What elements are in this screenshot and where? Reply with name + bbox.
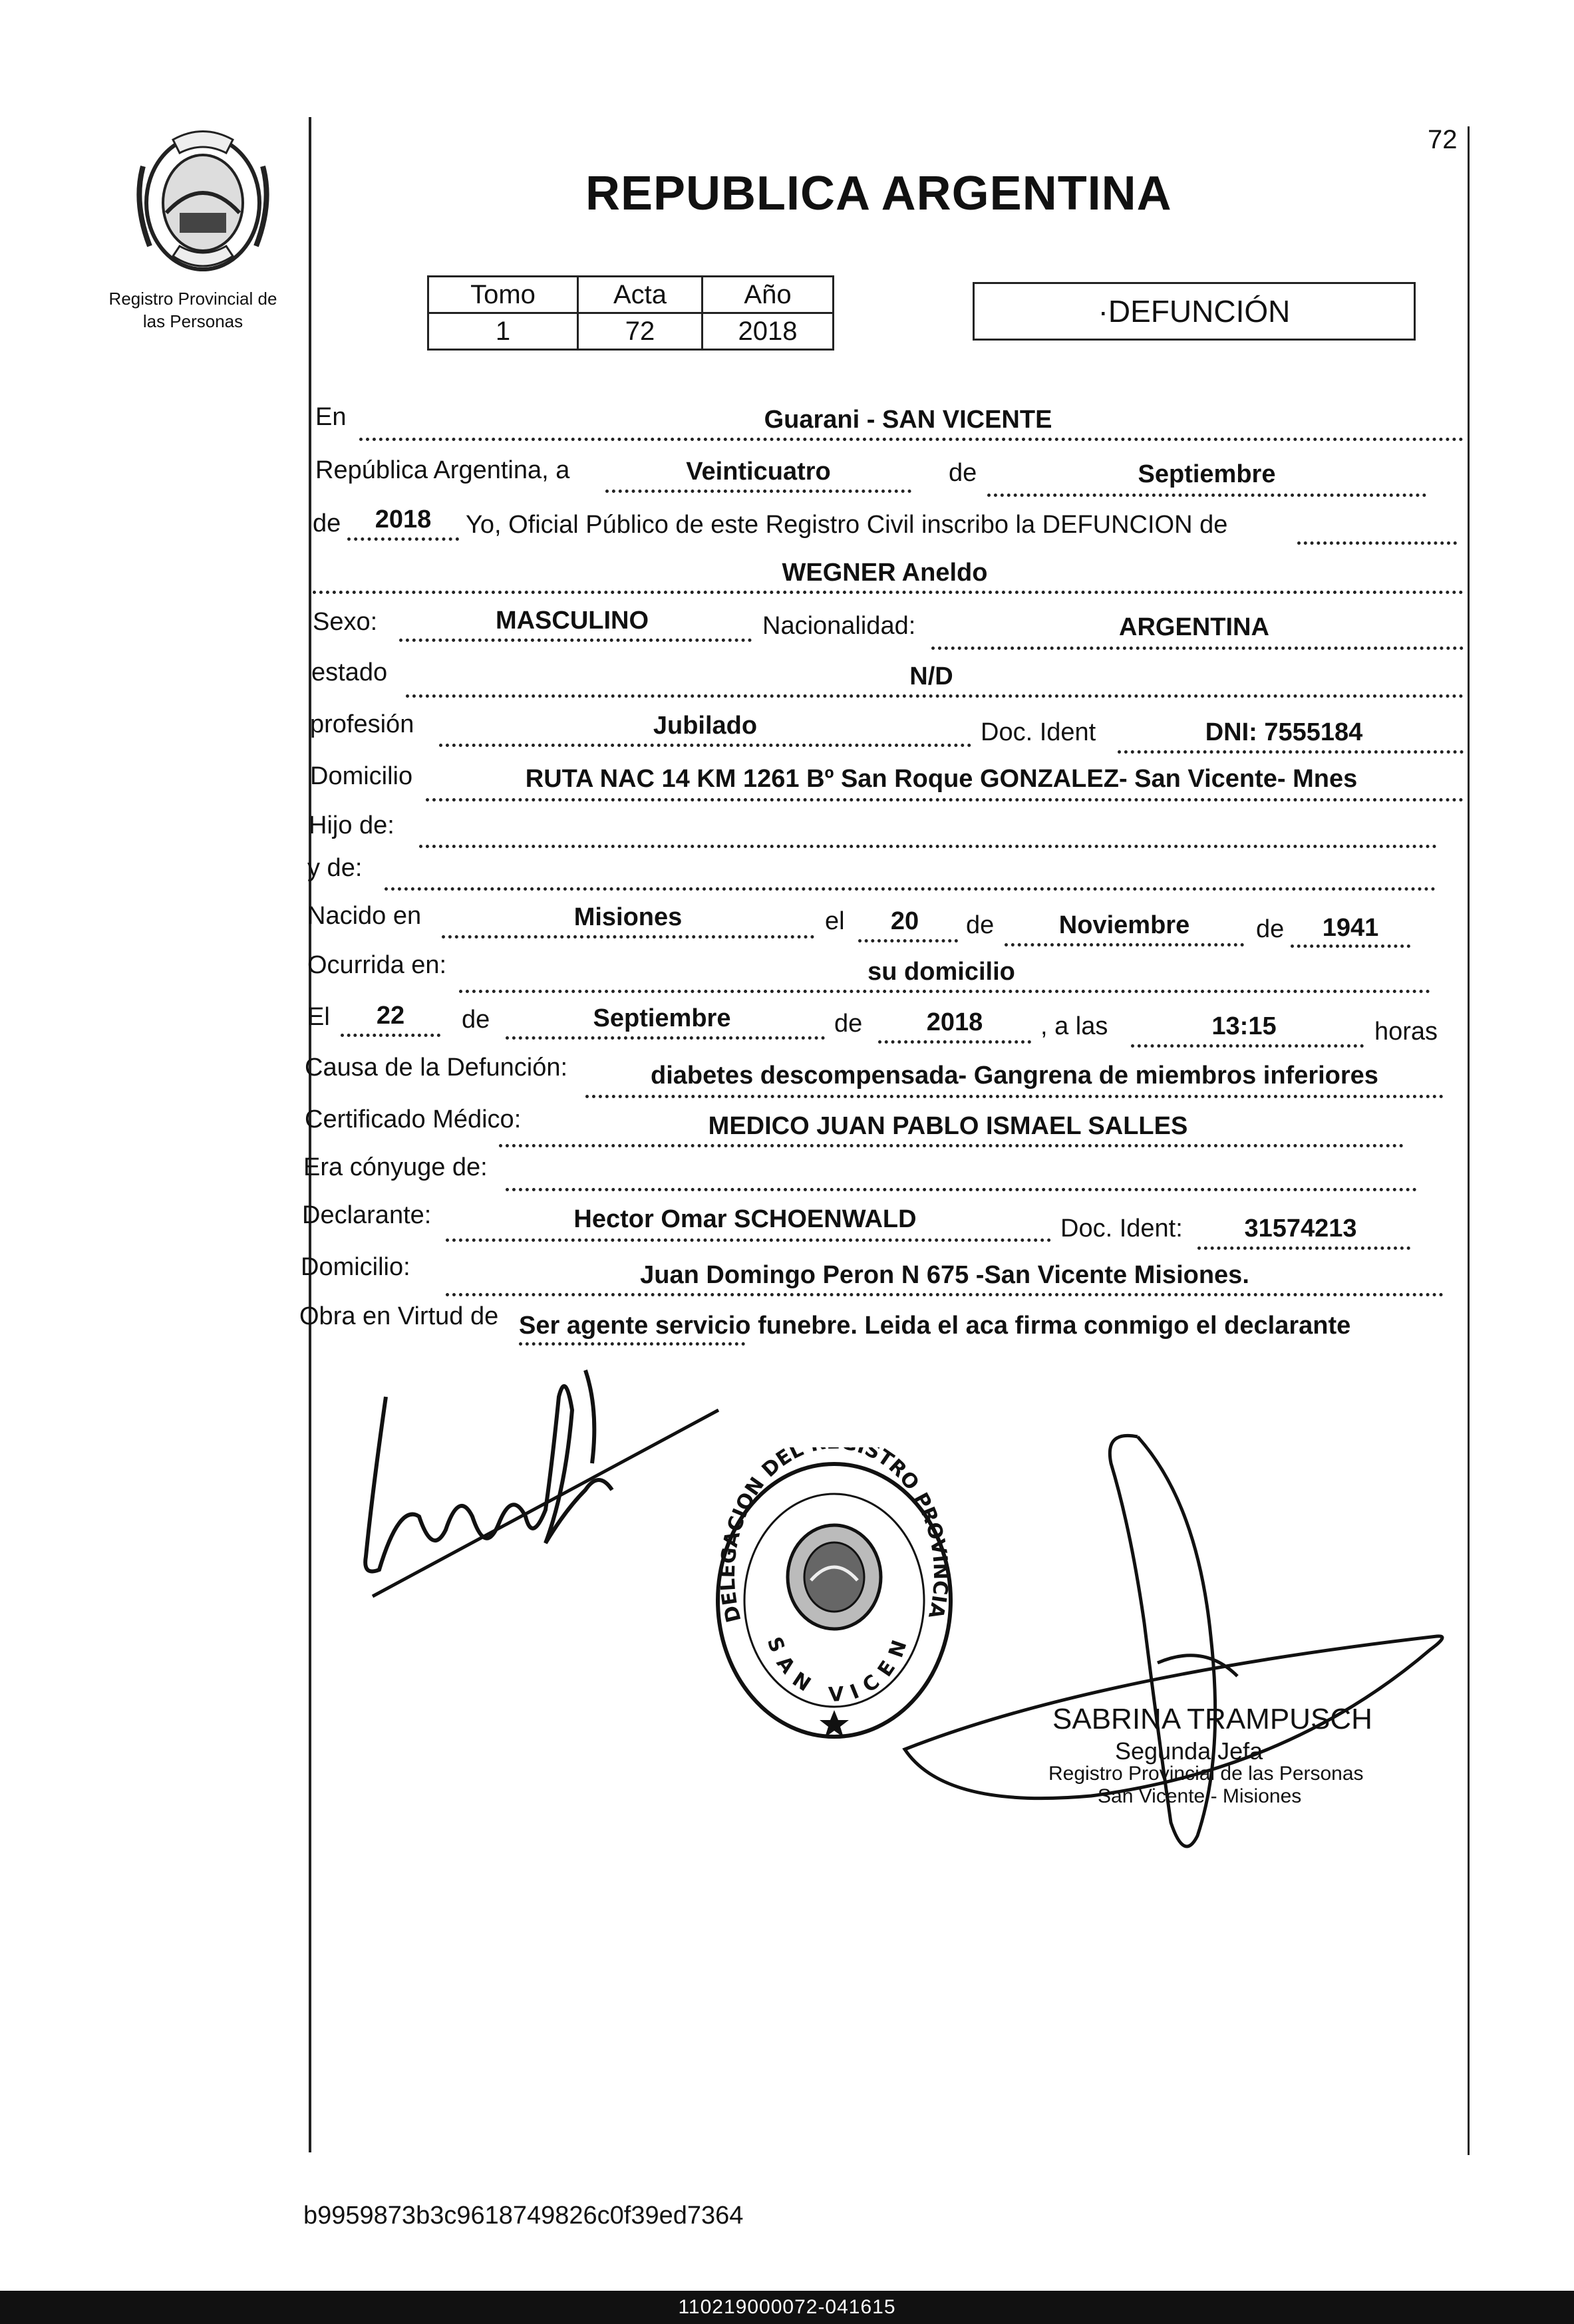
acta-value: 72 (578, 313, 703, 350)
obra-line (519, 1342, 745, 1346)
birth-year-line (1291, 944, 1410, 948)
causa-value: diabetes descompensada- Gangrena de miembros inferiores (651, 1062, 1378, 1089)
year-de-label: de (313, 509, 341, 537)
hijo-label: Hijo de: (309, 811, 394, 839)
estado-label: estado (311, 658, 388, 686)
declarante-domicilio-line (446, 1293, 1444, 1296)
en-label: En (315, 403, 347, 431)
death-day-value: 22 (376, 1002, 405, 1030)
conyuge-line (506, 1188, 1417, 1191)
birth-month-line (1005, 943, 1244, 946)
estado-line (406, 694, 1464, 698)
month-line (987, 494, 1426, 497)
document-type: ·DEFUNCIÓN (1098, 294, 1291, 329)
death-month-value: Septiembre (593, 1004, 731, 1032)
record-table (427, 275, 834, 351)
death-month-line (506, 1036, 825, 1040)
place-line (359, 438, 1464, 441)
domicilio-value: RUTA NAC 14 KM 1261 Bº San Roque GONZALEZ- San Vicente- Mnes (525, 765, 1358, 793)
birth-day-value: 20 (890, 907, 919, 935)
signatory-office-line2: San Vicente - Misiones (1098, 1785, 1302, 1807)
nacido-label: Nacido en (307, 902, 422, 930)
death-year-line (878, 1040, 1031, 1044)
barcode-footer (0, 2291, 1574, 2324)
profesion-line (439, 744, 971, 747)
nacido-value: Misiones (573, 903, 683, 931)
horas-label: horas (1374, 1018, 1438, 1046)
sexo-line (399, 639, 752, 642)
place-value: Guarani - SAN VICENTE (764, 406, 1052, 434)
document-hash: b9959873b3c9618749826c0f39ed7364 (303, 2202, 744, 2230)
el-label-2: El (307, 1003, 330, 1031)
domicilio-label-2: Domicilio: (301, 1253, 410, 1281)
deceased-name-line (313, 591, 1464, 594)
birth-year-value: 1941 (1322, 914, 1379, 942)
nacionalidad-line (931, 647, 1464, 650)
estado-value: N/D (909, 662, 953, 690)
tomo-header: Tomo (428, 277, 578, 313)
seal-inner-text: SAN VICEN (762, 1628, 915, 1707)
declarante-line (446, 1238, 1051, 1242)
obra-value: Ser agente servicio funebre. Leida el aca firma conmigo el declarante (519, 1312, 1351, 1340)
page-title: REPUBLICA ARGENTINA (585, 167, 1172, 220)
certificado-label: Certificado Médico: (305, 1105, 522, 1133)
ocurrida-line (459, 990, 1430, 993)
de-label-5: de (834, 1010, 863, 1038)
anio-value: 2018 (703, 313, 834, 350)
head-signature (891, 1423, 1450, 1876)
de-label: de (949, 459, 977, 487)
sexo-value: MASCULINO (495, 607, 649, 635)
causa-label: Causa de la Defunción: (305, 1054, 568, 1082)
registry-seal-icon (788, 1525, 881, 1629)
conyuge-label: Era cónyuge de: (303, 1153, 488, 1181)
obra-label: Obra en Virtud de (299, 1302, 499, 1330)
alas-label: , a las (1040, 1012, 1108, 1040)
deceased-name-value: WEGNER Aneldo (782, 559, 988, 587)
official-signature (346, 1357, 732, 1610)
doc-ident-value: DNI: 7555184 (1205, 718, 1363, 746)
el-label: el (825, 907, 845, 935)
seal-outer-text: DELEGACION DEL STRO PROVINCIA (716, 1447, 953, 1625)
ocurrida-value: su domicilio (867, 958, 1015, 986)
de-label-2: de (966, 911, 995, 939)
certificado-value: MEDICO JUAN PABLO ISMAEL SALLES (708, 1112, 1188, 1140)
profesion-label: profesión (310, 710, 414, 738)
acta-header: Acta (578, 277, 703, 313)
profesion-value: Jubilado (653, 712, 758, 740)
death-year-value: 2018 (926, 1008, 983, 1036)
yde-label: y de: (307, 854, 363, 882)
registry-name-line1: Registro Provincial de (108, 289, 277, 309)
signatory-name: SABRINA TRAMPUSCH (1052, 1703, 1372, 1735)
left-margin-line (309, 117, 311, 2152)
inscribo-text: Yo, Oficial Público de este Registro Civil inscribo la DEFUNCION de (466, 511, 1228, 539)
causa-line (585, 1095, 1444, 1098)
republica-label: República Argentina, a (315, 456, 570, 484)
registry-name-line2: las Personas (142, 311, 243, 331)
record-table-value-row (428, 313, 834, 350)
day-words-line (605, 490, 911, 493)
provincial-coat-of-arms-icon (126, 126, 279, 279)
death-time-line (1131, 1044, 1364, 1048)
page-number: 72 (1428, 125, 1458, 154)
signatory-role: Segunda Jefa (1115, 1737, 1263, 1765)
sexo-label: Sexo: (313, 608, 378, 636)
certificado-line (499, 1144, 1404, 1147)
declarante-doc-line (1197, 1246, 1410, 1250)
signatory-office-line1: Registro Provincial de las Personas (1048, 1763, 1364, 1785)
registry-name (93, 287, 293, 333)
de-label-4: de (462, 1006, 490, 1034)
doc-ident-label: Doc. Ident (981, 718, 1096, 746)
declarante-value: Hector Omar SCHOENWALD (573, 1205, 917, 1233)
nacionalidad-value: ARGENTINA (1119, 613, 1269, 641)
ocurrida-label: Ocurrida en: (307, 951, 447, 979)
birth-day-line (858, 939, 958, 943)
declarante-label: Declarante: (302, 1201, 432, 1229)
year-value: 2018 (375, 506, 432, 533)
birth-month-value: Noviembre (1058, 911, 1190, 939)
nacido-line (442, 935, 814, 939)
day-words-value: Veinticuatro (686, 458, 831, 486)
nacionalidad-label: Nacionalidad: (762, 612, 916, 640)
death-time-value: 13:15 (1211, 1012, 1277, 1040)
de-label-3: de (1256, 915, 1285, 943)
tomo-value: 1 (428, 313, 578, 350)
domicilio-line (426, 798, 1464, 801)
doc-ident-label-2: Doc. Ident: (1060, 1215, 1183, 1242)
record-table-header-row (428, 277, 834, 313)
anio-header: Año (703, 277, 834, 313)
right-margin-line (1468, 126, 1470, 2155)
inscribo-line (1297, 541, 1457, 545)
yde-line (385, 887, 1436, 891)
declarante-doc-value: 31574213 (1244, 1215, 1357, 1242)
doc-ident-line (1118, 750, 1464, 754)
month-value: Septiembre (1138, 460, 1276, 488)
death-day-line (341, 1034, 440, 1037)
hijo-line (419, 845, 1437, 848)
domicilio-label: Domicilio (310, 762, 413, 790)
document-type-box (973, 282, 1416, 341)
declarante-domicilio-value: Juan Domingo Peron N 675 -San Vicente Misiones. (640, 1261, 1249, 1289)
barcode-text: 110219000072-041615 (678, 2296, 896, 2318)
year-line (347, 537, 459, 541)
